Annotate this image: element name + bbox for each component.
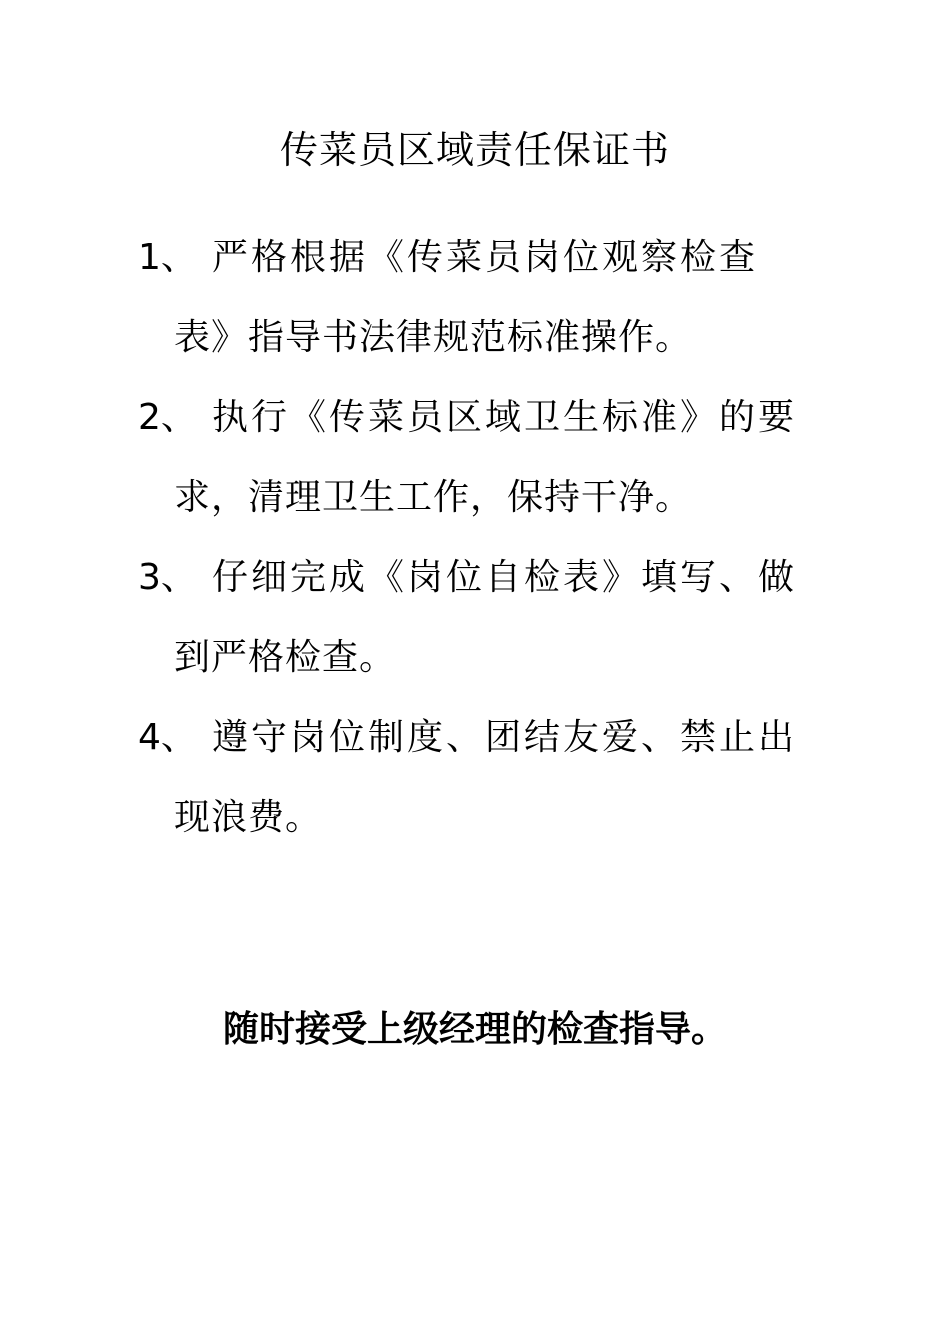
item-number: 2、 [138,397,197,438]
item-text-line-1: 遵守岗位制度、团结友爱、禁止出 [212,717,798,758]
list-item [138,698,818,858]
item-text-line-2: 到严格检查。 [174,637,397,678]
item-text-line-2: 现浪费。 [174,797,323,838]
item-number: 4、 [138,717,197,758]
list-item [138,378,818,538]
item-number: 3、 [138,557,197,598]
list-item [138,218,818,378]
item-text-line-1: 严格根据《传菜员岗位观察检查 [212,237,759,278]
item-text-line-2: 表》指导书法律规范标准操作。 [174,317,693,358]
item-number: 1、 [138,237,197,278]
item-text-line-1: 执行《传菜员区域卫生标准》的要 [212,397,798,438]
list-item [138,538,818,698]
document-title: 传菜员区域责任保证书 [279,128,670,172]
closing-statement: 随时接受上级经理的检查指导。 [222,1009,727,1050]
item-text-line-2: 求，清理卫生工作，保持干净。 [174,477,693,518]
item-list [138,218,818,858]
item-text-line-1: 仔细完成《岗位自检表》填写、做 [212,557,798,598]
